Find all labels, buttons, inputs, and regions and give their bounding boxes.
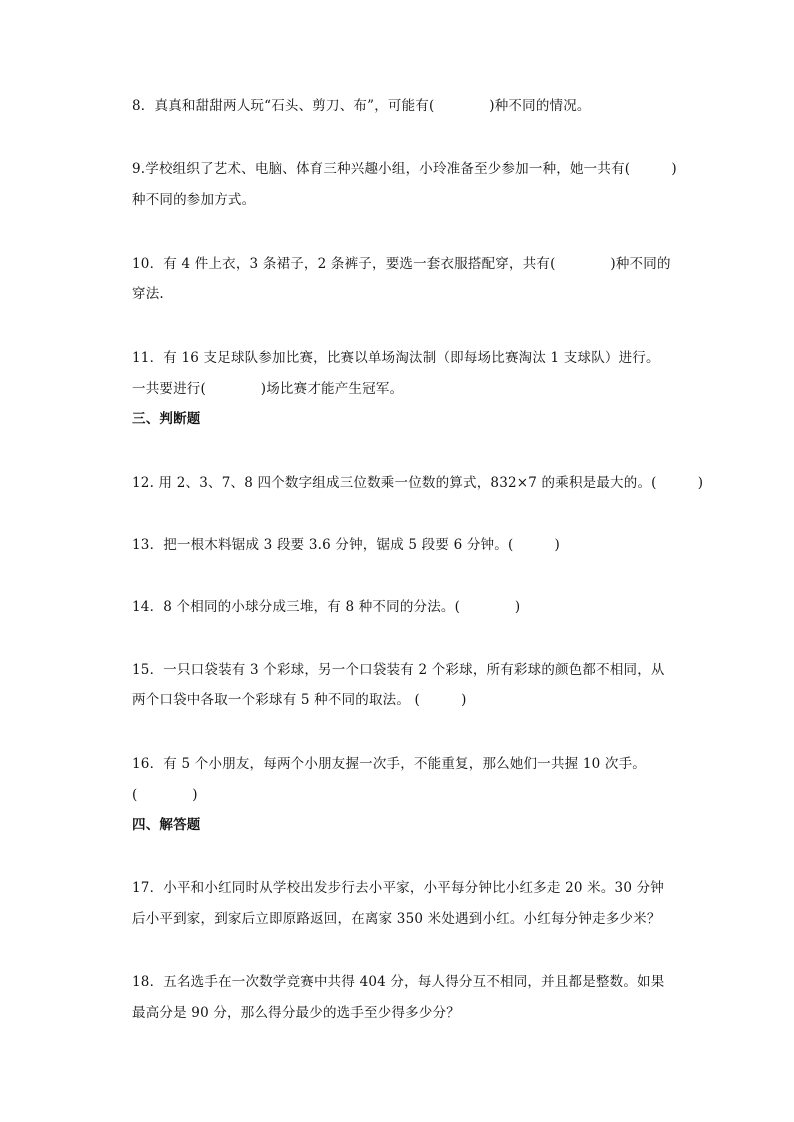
question-18-line-2: 最高分是 90 分，那么得分最少的选手至少得多少分？ [132, 1005, 460, 1021]
question-8-line-1: 8．真真和甜甜两人玩“石头、剪刀、布”，可能有( )种不同的情况。 [132, 98, 591, 114]
question-12-line-1: 12. 用 2、3、7、8 四个数字组成三位数乘一位数的算式，832×7 的乘积是最大的。( ) [132, 475, 704, 491]
question-11-line-2: 一共要进行( )场比赛才能产生冠军。 [132, 381, 404, 397]
question-15-line-1: 15．一只口袋装有 3 个彩球，另一个口袋装有 2 个彩球，所有彩球的颜色都不相同，从 [132, 662, 665, 678]
section-4-heading: 四、解答题 [132, 817, 201, 833]
question-11-line-1: 11．有 16 支足球队参加比赛，比赛以单场淘汰制（即每场比赛淘汰 1 支球队）进行。 [132, 350, 660, 366]
question-16-line-1: 16．有 5 个小朋友，每两个小朋友握一次手，不能重复，那么她们一共握 10 次手。 [132, 756, 647, 772]
question-9-line-1: 9.学校组织了艺术、电脑、体育三种兴趣小组，小玲准备至少参加一种，她一共有( ) [132, 161, 677, 177]
question-18-line-1: 18．五名选手在一次数学竞赛中共得 404 分，每人得分互不相同，并且都是整数。如果 [132, 974, 665, 990]
question-9-line-2: 种不同的参加方式。 [132, 192, 256, 208]
question-14-line-1: 14．8 个相同的小球分成三堆，有 8 种不同的分法。( ) [132, 599, 521, 615]
question-17-line-2: 后小平到家，到家后立即原路返回，在离家 350 米处遇到小红。小红每分钟走多少米？ [132, 911, 661, 927]
question-17-line-1: 17．小平和小红同时从学校出发步行去小平家，小平每分钟比小红多走 20 米。30 分钟 [132, 880, 665, 896]
question-10-line-1: 10．有 4 件上衣，3 条裙子，2 条裤子，要选一套衣服搭配穿，共有( )种不同的 [132, 256, 671, 272]
section-3-heading: 三、判断题 [132, 411, 201, 427]
question-10-line-2: 穿法. [132, 286, 164, 302]
question-13-line-1: 13．把一根木料锯成 3 段要 3.6 分钟，锯成 5 段要 6 分钟。( ) [132, 537, 560, 553]
question-16-line-2: ( ) [132, 787, 198, 803]
question-15-line-2: 两个口袋中各取一个彩球有 5 种不同的取法。 ( ) [132, 692, 467, 708]
